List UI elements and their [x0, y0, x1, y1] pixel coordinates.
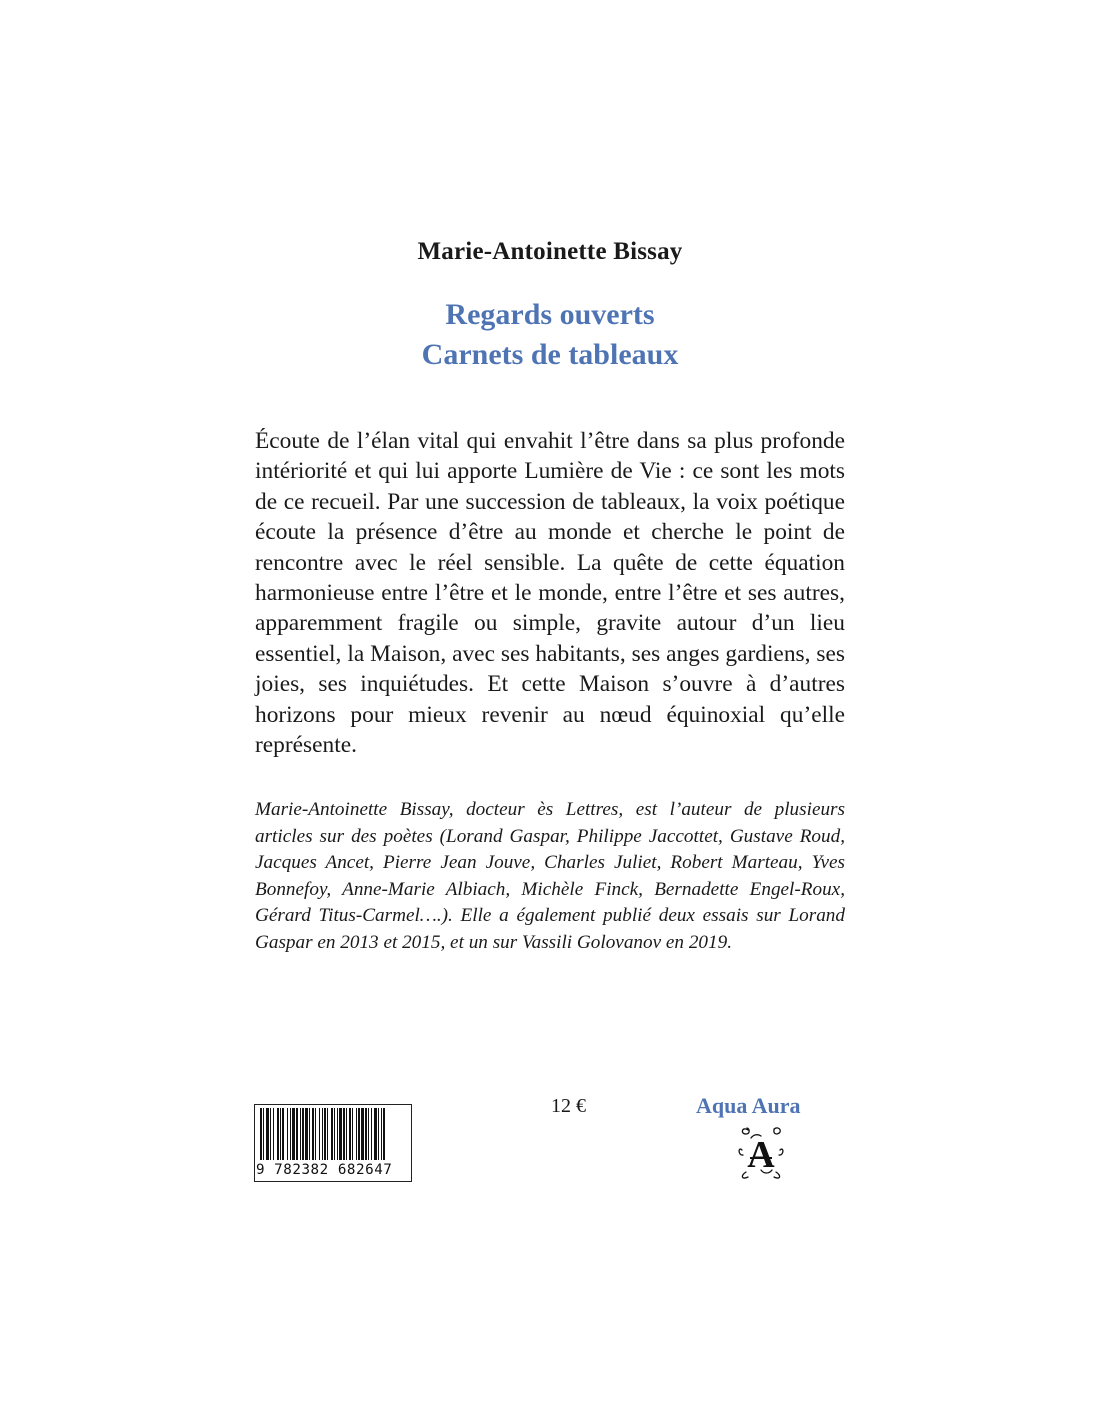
barcode-bar	[296, 1108, 298, 1160]
barcode-bar	[277, 1108, 279, 1160]
barcode-bar	[324, 1108, 326, 1160]
barcode-bar	[368, 1108, 369, 1160]
barcode-bar	[343, 1108, 345, 1160]
barcode-bar	[319, 1108, 320, 1160]
barcode-bar	[327, 1108, 328, 1160]
barcode-bar	[270, 1108, 271, 1160]
barcode-bar	[361, 1108, 364, 1160]
price: 12 €	[551, 1095, 586, 1117]
barcode-bar	[273, 1108, 274, 1160]
ornamental-letter-a-icon	[736, 1120, 786, 1180]
isbn-number: 9 782382 682647	[256, 1162, 410, 1178]
barcode-bar	[374, 1108, 377, 1160]
barcode-bar	[282, 1108, 284, 1160]
book-blurb: Écoute de l’élan vital qui envahit l’être dans sa plus profonde intériorité et qui lui apporte Lumière de Vie : ce sont les mots de ce recueil. Par une succession de tableaux, la voix poétique écoute la présence d’être au monde et cherche le point de rencontre avec le réel sensible. La quête de cette équation harmonieuse entre l’être et le monde, entre l’être et ses autres, apparemment fragile ou simple, gravite autour d’un lieu essentiel, la Maison, avec ses habitants, ses anges gardiens, ses joies, ses inquiétudes. Et cette Maison s’ouvre à d’autres horizons pour mieux revenir au nœud équinoxial qu’elle représente.	[255, 428, 845, 759]
barcode-bar	[305, 1108, 308, 1160]
barcode-bar	[309, 1108, 310, 1160]
barcode-bar	[371, 1108, 372, 1160]
barcode-bar	[346, 1108, 347, 1160]
barcode-bar	[315, 1108, 316, 1160]
barcode-bar	[337, 1108, 338, 1160]
barcode-bar	[365, 1108, 367, 1160]
author-bio: Marie-Antoinette Bissay, docteur ès Lettres, est l’auteur de plusieurs articles sur des poètes (Lorand Gaspar, Philippe Jaccottet, Gustave Roud, Jacques Ancet, Pierre Jean Jouve, Charles Juliet, Robert Marteau, Yves Bonnefoy, Anne-Marie Albiach, Michèle Finck, Bernadette Engel-Roux, Gérard Titus-Carmel….). Elle a également publié deux essais sur Lorand Gaspar en 2013 et 2015, et un sur Vassili Golovanov en 2019.	[255, 799, 845, 953]
barcode-bar	[358, 1108, 360, 1160]
barcode-bar	[266, 1108, 269, 1160]
barcode-bar	[263, 1108, 264, 1160]
barcode-bar	[339, 1108, 342, 1160]
barcode-bar	[383, 1108, 385, 1160]
barcode-bar	[322, 1108, 323, 1160]
barcode-bar	[302, 1108, 304, 1160]
barcode-bar	[334, 1108, 335, 1160]
book-title-line-2: Carnets de tableaux	[421, 338, 679, 371]
barcode-bar	[352, 1108, 353, 1160]
barcode-bar	[356, 1108, 357, 1160]
author-name: Marie-Antoinette Bissay	[417, 238, 683, 265]
barcode-bar	[292, 1108, 295, 1160]
barcode-bar	[300, 1108, 301, 1160]
barcode-bar	[280, 1108, 281, 1160]
svg-text:A: A	[747, 1134, 775, 1176]
barcode-bar	[312, 1108, 314, 1160]
barcode-bar	[290, 1108, 291, 1160]
barcode-bar	[331, 1108, 333, 1160]
book-title-line-1: Regards ouverts	[445, 298, 655, 331]
barcode-bar	[287, 1108, 288, 1160]
barcode-bar	[378, 1108, 379, 1160]
publisher-name: Aqua Aura	[696, 1093, 801, 1118]
barcode-bar	[349, 1108, 351, 1160]
barcode-bar	[381, 1108, 382, 1160]
barcode-bar	[260, 1108, 262, 1160]
